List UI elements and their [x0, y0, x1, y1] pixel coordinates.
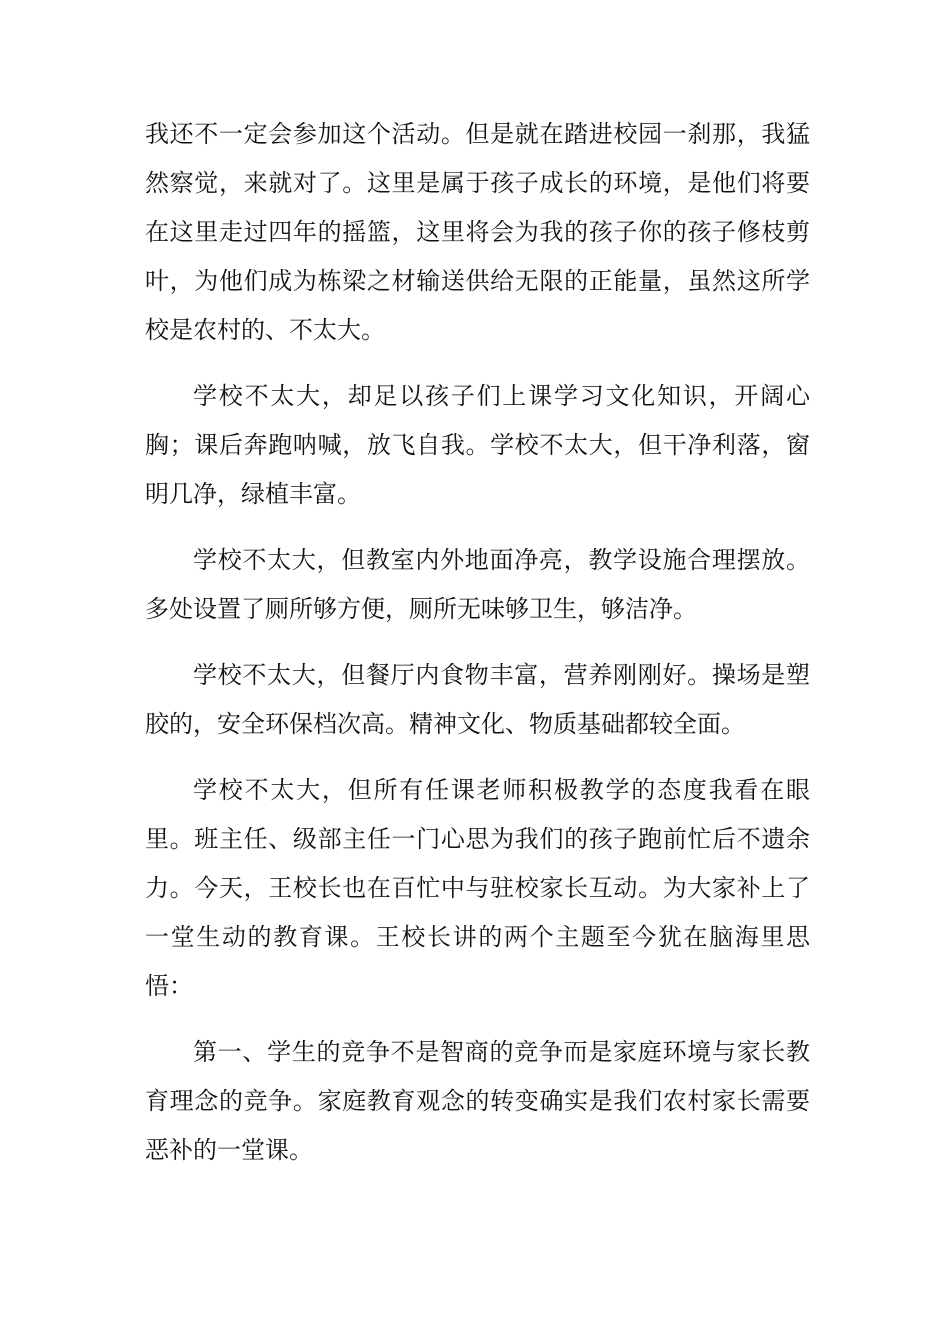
paragraph-1: 我还不一定会参加这个活动。但是就在踏进校园一刹那，我猛然察觉，来就对了。这里是属于孩子成长的环境，是他们将要在这里走过四年的摇篮，这里将会为我的孩子你的孩子修枝剪叶，为他们成为栋梁之材输送供给无限的正能量，虽然这所学校是农村的、不太大。	[145, 120, 810, 344]
paragraph-2: 学校不太大，却足以孩子们上课学习文化知识，开阔心胸；课后奔跑呐喊，放飞自我。学校不太大，但干净利落，窗明几净，绿植丰富。	[145, 382, 810, 508]
paragraph-3: 学校不太大，但教室内外地面净亮，教学设施合理摆放。多处设置了厕所够方便，厕所无味够卫生，够洁净。	[145, 546, 810, 623]
paragraph-5: 学校不太大，但所有任课老师积极教学的态度我看在眼里。班主任、级部主任一门心思为我们的孩子跑前忙后不遗余力。今天，王校长也在百忙中与驻校家长互动。为大家补上了一堂生动的教育课。王校长讲的两个主题至今犹在脑海里思悟：	[145, 776, 810, 1000]
paragraph-6: 第一、学生的竞争不是智商的竞争而是家庭环境与家长教育理念的竞争。家庭教育观念的转变确实是我们农村家长需要恶补的一堂课。	[145, 1038, 810, 1164]
paragraph-4: 学校不太大，但餐厅内食物丰富，营养刚刚好。操场是塑胶的，安全环保档次高。精神文化、物质基础都较全面。	[145, 661, 810, 738]
document-body	[145, 110, 810, 1192]
